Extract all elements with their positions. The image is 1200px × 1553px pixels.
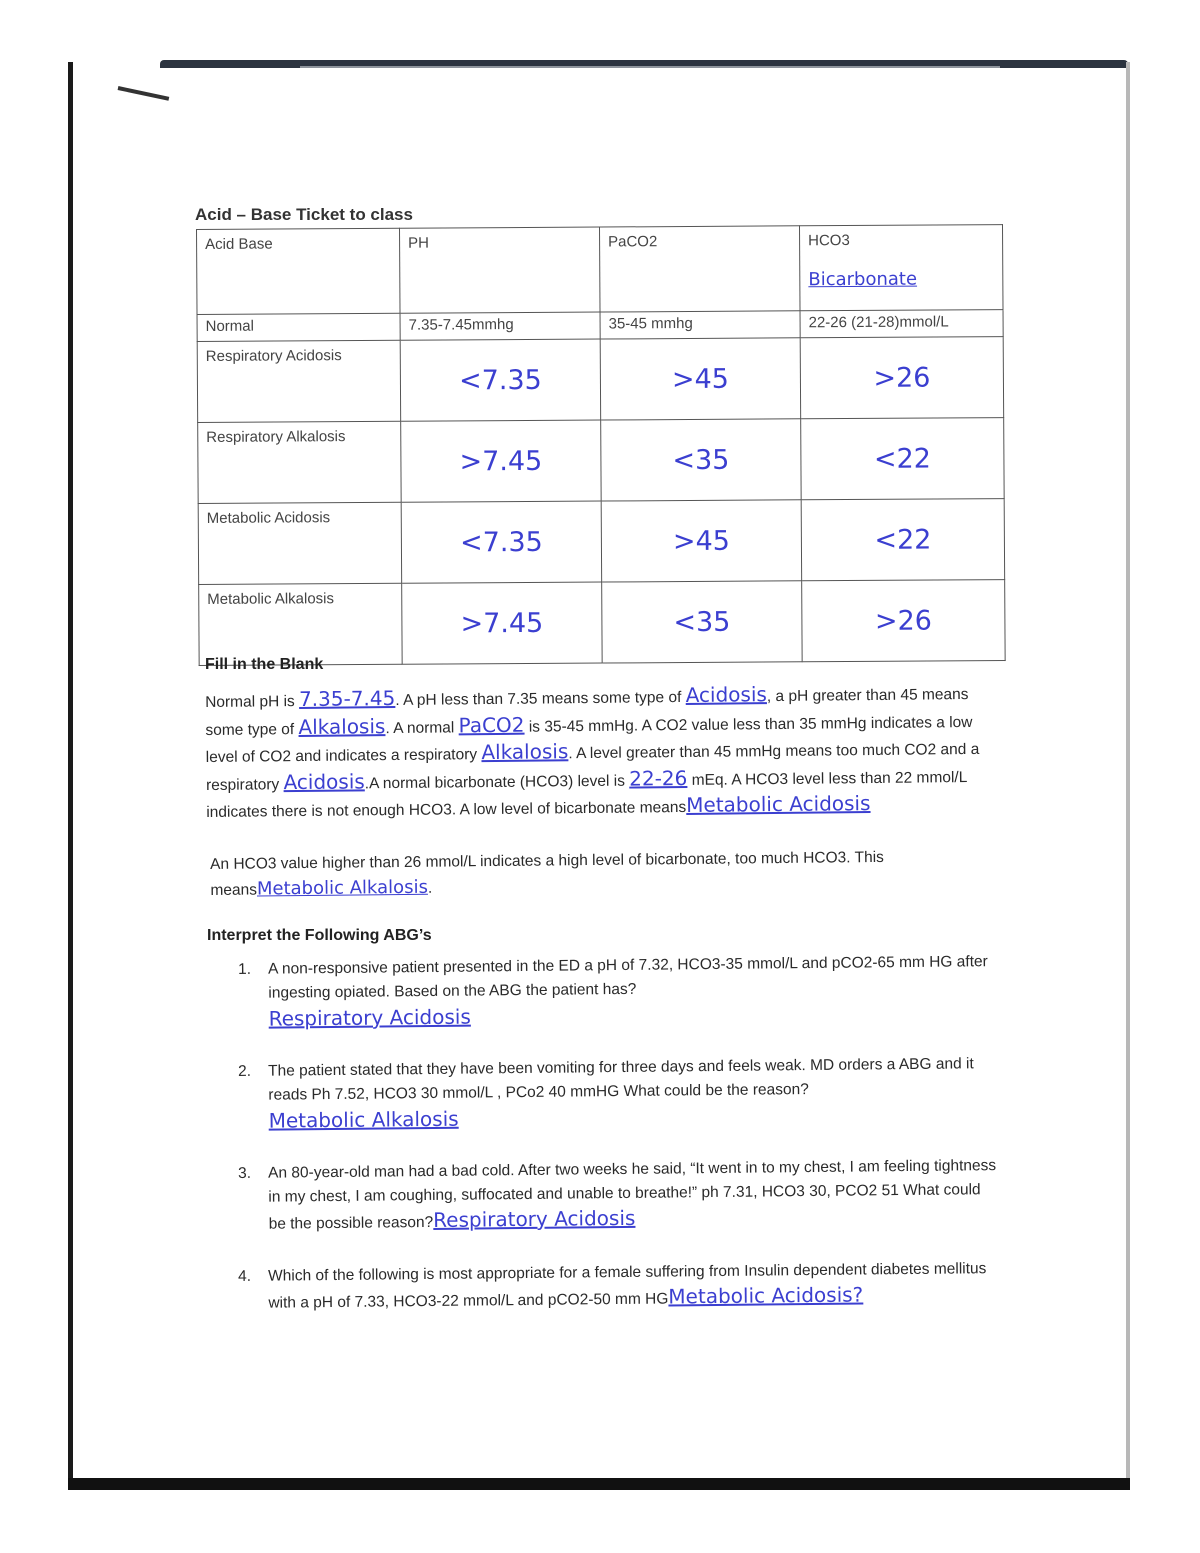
question-answer: Respiratory Acidosis [268,1004,471,1031]
blank-answer-normal-ph: 7.35-7.45 [298,686,396,712]
high-hco3-paragraph [210,844,1010,903]
text-segment: An HCO3 value higher than 26 mmol/L indicates a high level of bicarbonate, too much HCO3. This means [210,848,884,899]
question-body [268,1154,999,1237]
fill-in-blank-heading: Fill in the Blank [205,656,324,673]
question-answer: Metabolic Acidosis? [668,1282,864,1309]
paco2-answer: >45 [600,338,800,420]
row-label: Respiratory Alkalosis [198,421,401,503]
ph-answer: <7.35 [401,501,601,583]
document-title: Acid – Base Ticket to class [195,205,413,224]
table-row-metabolic-alkalosis [199,580,1005,666]
header-acid-base: Acid Base [197,228,401,314]
text-segment: . A level greater than 45 mmHg means too much CO2 and a respiratory [205,740,980,794]
header-ph: PH [399,227,600,313]
blank-answer-normal-paco2: PaCO2 [458,712,525,737]
interpret-abg-heading: Interpret the Following ABG’s [207,927,432,944]
blank-answer-low-ph: Acidosis [685,682,767,707]
text-segment: . A pH less than 7.35 means some type of [395,688,686,710]
question-number: 4. [238,1267,252,1285]
fill-in-blank-paragraph [205,680,1006,826]
table-row-metabolic-acidosis [198,499,1004,585]
header-hco3-label: HCO3 [808,232,850,250]
row-label: Metabolic Alkalosis [199,583,402,665]
header-hco3 [799,225,1003,311]
text-segment: .A normal bicarbonate (HCO3) level is [364,772,630,792]
blank-answer-low-co2: Alkalosis [481,739,569,765]
hco3-answer: >26 [800,337,1003,419]
question-text: An 80-year-old man had a bad cold. After two weeks he said, “It went in to my chest, I am feeling tightness in my chest, I am coughing, suffocated and unable to breathe!” ph 7.31, HCO3 30, PCO2 51 What could be the possible reason? [268,1157,997,1233]
abg-question-2 [238,1052,999,1134]
normal-hco3: 22-26 (21-28)mmol/L [800,310,1003,338]
acid-base-table [196,224,1006,666]
question-answer: Respiratory Acidosis [433,1205,636,1232]
table-row-respiratory-alkalosis [198,418,1004,504]
text-segment: , a pH greater than 45 means some type of [205,686,969,739]
blank-answer-high-ph: Alkalosis [298,713,386,739]
question-text: Which of the following is most appropriate for a female suffering from Insulin dependent diabetes mellitus with a pH of 7.33, HCO3-22 mmol/L and pCO2-50 mm HG [268,1260,987,1312]
paco2-answer: <35 [601,419,801,501]
text-segment: Normal pH is [205,693,300,711]
row-label: Respiratory Acidosis [197,340,400,422]
blank-answer-normal-hco3: 22-26 [629,765,688,791]
abg-question-3 [238,1154,999,1237]
table-row-respiratory-acidosis [197,337,1003,423]
text-segment: . A normal [385,718,459,737]
question-answer: Metabolic Alkalosis [268,1106,459,1133]
header-paco2: PaCO2 [599,226,800,312]
row-label-normal: Normal [197,313,400,341]
hco3-answer: >26 [802,580,1005,662]
ph-answer: >7.45 [401,420,601,502]
hco3-answer: <22 [801,499,1004,581]
text-segment: is 35-45 mmHg. A CO2 value less than 35 mmHg indicates a low level of CO2 and indicates a respiratory [205,713,973,766]
text-segment: mEq. A HCO3 level less than 22 mmol/L indicates there is not enough HCO3. A low level of bicarbonate means [206,768,967,821]
bicarbonate-handwritten-note: Bicarbonate [808,268,918,291]
question-text: A non-responsive patient presented in the ED a pH of 7.32, HCO3-35 mmol/L and pCO2-65 mm HG after ingesting opiated. Based on the ABG the patient has? [268,953,988,1002]
ph-answer: >7.45 [402,582,602,664]
ph-answer: <7.35 [400,339,600,421]
blank-answer-high-co2: Acidosis [283,768,365,794]
photo-frame-right-edge [1126,62,1130,1488]
blank-answer-low-bicarbonate: Metabolic Acidosis [686,791,871,817]
normal-ph: 7.35-7.45mmhg [400,312,600,340]
paco2-answer: <35 [602,581,802,663]
row-label: Metabolic Acidosis [198,502,401,584]
question-number: 2. [238,1062,252,1080]
table-header-row [197,225,1004,315]
paco2-answer: >45 [601,500,801,582]
abg-question-4 [238,1257,998,1316]
hco3-answer: <22 [801,418,1004,500]
normal-paco2: 35-45 mmhg [600,311,800,339]
text-segment: . [427,879,433,897]
question-text: The patient stated that they have been vomiting for three days and feels weak. MD orders a ABG and it reads Ph 7.52, HCO3 30 mmol/L , PCo2 40 mmHG What could be the reason? [268,1055,974,1104]
question-number: 1. [238,960,252,978]
question-number: 3. [238,1164,252,1182]
photo-frame-bottom-edge [68,1478,1130,1490]
blank-answer-high-bicarbonate: Metabolic Alkalosis [256,876,429,900]
abg-question-1 [238,950,999,1032]
question-body [268,1257,998,1316]
